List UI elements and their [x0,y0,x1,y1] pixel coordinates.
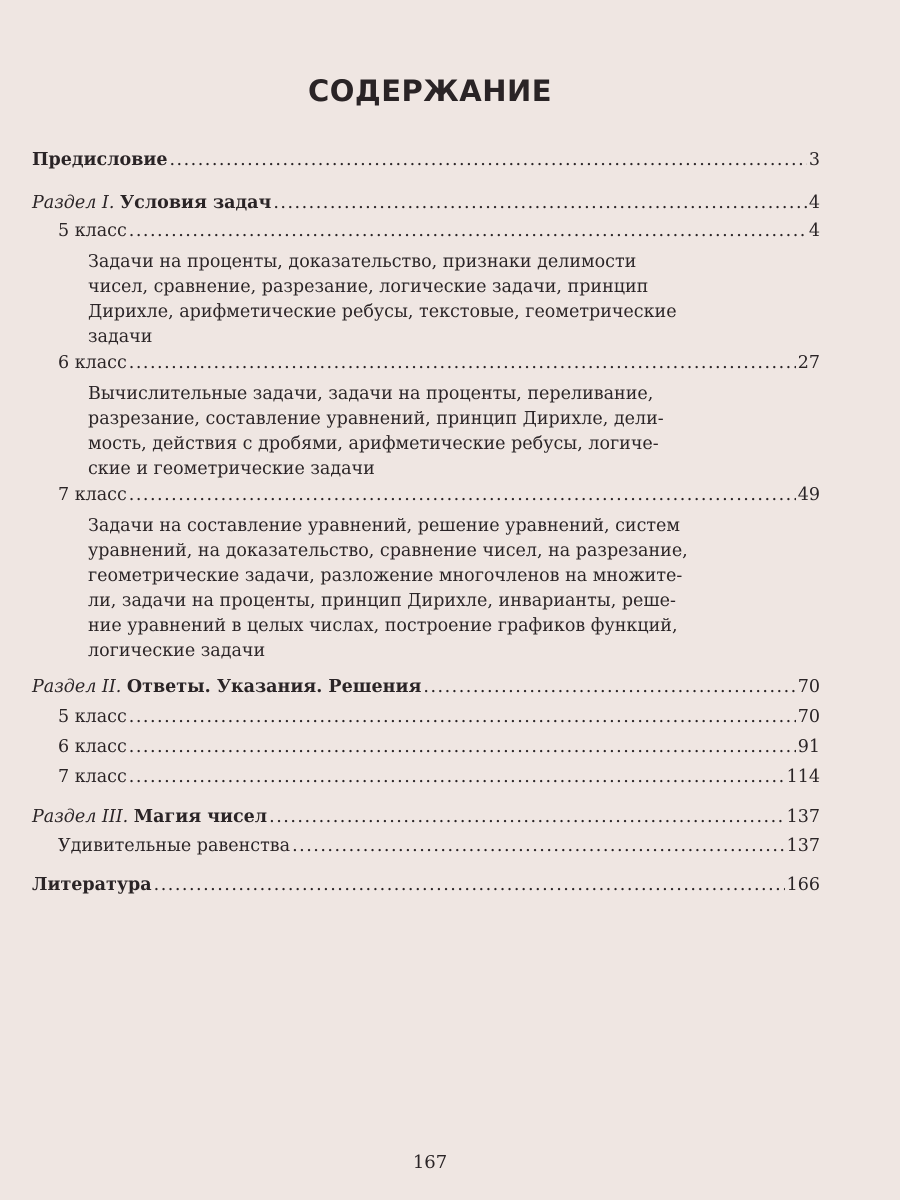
dot-leader [273,193,807,213]
grade7-description [88,514,828,664]
desc-line: логические задачи [88,641,266,661]
part-prefix: Раздел II. [32,677,122,697]
entry-label: Ответы. Указания. Решения [126,677,422,697]
toc-entry-preface[interactable] [32,150,820,176]
entry-page: 4 [808,221,820,241]
desc-line: разрезание, составление уравнений, принцип Дирихле, дели- [88,409,664,429]
entry-page: 49 [797,485,820,505]
entry-label: 5 класс [58,221,127,241]
entry-page: 114 [786,767,820,787]
desc-line: ние уравнений в целых числах, построение графиков функций, [88,616,678,636]
toc-entry-part2-grade6[interactable] [58,737,820,763]
desc-line: Задачи на проценты, доказательство, признаки делимости [88,252,637,272]
toc-entry-part-2[interactable] [32,677,820,703]
dot-leader [129,707,796,727]
entry-label: 5 класс [58,707,127,727]
entry-label: Условия задач [119,193,272,213]
entry-label: 6 класс [58,353,127,373]
desc-line: Дирихле, арифметические ребусы, текстовые, геометрические [88,302,677,322]
entry-label: 6 класс [58,737,127,757]
toc-entry-part2-grade7[interactable] [58,767,820,793]
dot-leader [269,807,784,827]
dot-leader [423,677,795,697]
entry-label: Удивительные равенства [58,836,291,856]
entry-page: 70 [797,677,820,697]
entry-page: 3 [808,150,820,170]
dot-leader [129,353,796,373]
toc-entry-part-1[interactable] [32,193,820,219]
entry-page: 91 [797,737,820,757]
desc-line: мость, действия с дробями, арифметические ребусы, логиче- [88,434,659,454]
entry-label: 7 класс [58,767,127,787]
toc-entry-part1-grade6[interactable] [58,353,820,379]
desc-line: ли, задачи на проценты, принцип Дирихле, инварианты, реше- [88,591,676,611]
entry-label: Предисловие [32,150,168,170]
entry-page: 137 [786,836,820,856]
toc-entry-part1-grade7[interactable] [58,485,820,511]
desc-line: геометрические задачи, разложение многочленов на множите- [88,566,683,586]
part-prefix: Раздел I. [32,193,115,213]
dot-leader [169,150,806,170]
entry-page: 137 [786,807,820,827]
dot-leader [129,737,796,757]
entry-page: 4 [808,193,820,213]
desc-line: Задачи на составление уравнений, решение уравнений, систем [88,516,681,536]
entry-label: Магия чисел [133,807,268,827]
grade5-description [88,250,828,350]
grade6-description [88,382,828,482]
desc-line: задачи [88,327,153,347]
toc-entry-part-3[interactable] [32,807,820,833]
entry-label: Литература [32,875,152,895]
entry-label: 7 класс [58,485,127,505]
toc-entry-part2-grade5[interactable] [58,707,820,733]
dot-leader [154,875,785,895]
page-title: СОДЕРЖАНИЕ [307,74,553,108]
entry-page: 166 [786,875,820,895]
toc-entry-part1-grade5[interactable] [58,221,820,247]
dot-leader [129,221,807,241]
toc-entry-part3-equalities[interactable] [58,836,820,862]
desc-line: ские и геометрические задачи [88,459,375,479]
dot-leader [292,836,785,856]
part-prefix: Раздел III. [32,807,129,827]
dot-leader [129,767,785,787]
entry-page: 27 [797,353,820,373]
toc-entry-literature[interactable] [32,875,820,901]
desc-line: Вычислительные задачи, задачи на проценты, переливание, [88,384,654,404]
entry-page: 70 [797,707,820,727]
page-number: 167 [412,1152,448,1173]
dot-leader [129,485,796,505]
desc-line: уравнений, на доказательство, сравнение чисел, на разрезание, [88,541,688,561]
desc-line: чисел, сравнение, разрезание, логические задачи, принцип [88,277,649,297]
